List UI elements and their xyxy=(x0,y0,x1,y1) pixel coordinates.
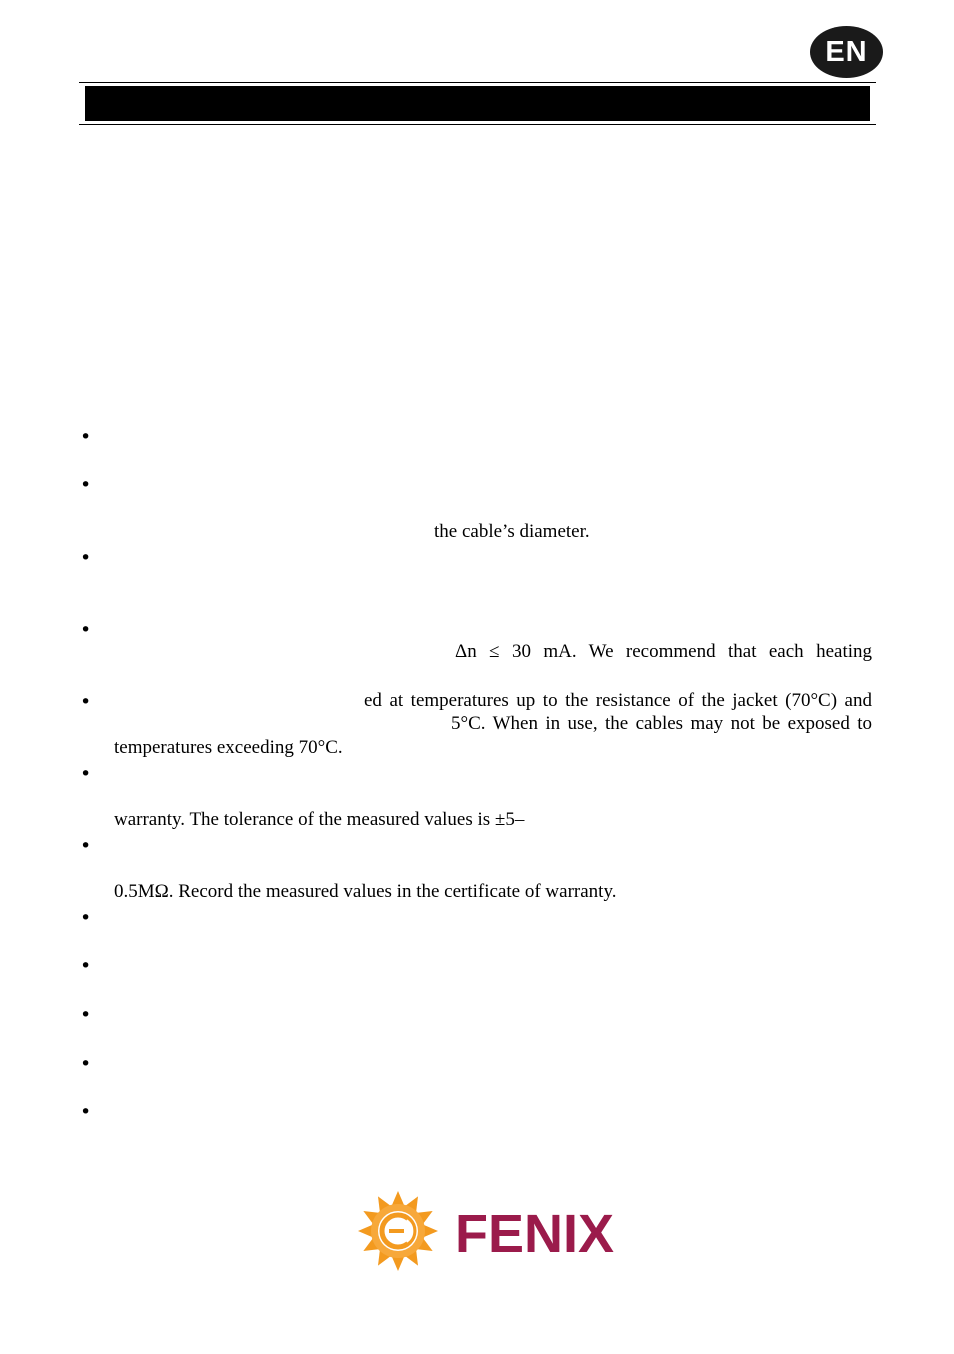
bullet-6: • xyxy=(80,763,92,785)
bullet-5: • xyxy=(80,691,92,713)
bullet-7: • xyxy=(80,835,92,857)
bullet-4: • xyxy=(80,619,92,641)
bullet-8: • xyxy=(80,907,92,929)
header-rule-bottom xyxy=(79,124,876,125)
bullet-3: • xyxy=(80,547,92,569)
header-rule-top xyxy=(79,82,876,83)
text-temperature-line-2: 5°C. When in use, the cables may not be exposed to xyxy=(451,713,872,734)
sun-icon xyxy=(358,1191,438,1271)
text-tolerance: warranty. The tolerance of the measured values is ±5– xyxy=(114,809,525,830)
bullet-1: • xyxy=(80,426,92,448)
fenix-logo xyxy=(358,1190,618,1272)
text-cable-diameter: the cable’s diameter. xyxy=(434,521,590,542)
text-temperature-line-3: temperatures exceeding 70°C. xyxy=(114,737,343,758)
title-bar xyxy=(85,86,870,121)
bullet-11: • xyxy=(80,1053,92,1075)
text-temperature-line-1: ed at temperatures up to the resistance of the jacket (70°C) and xyxy=(364,690,872,711)
bullet-10: • xyxy=(80,1004,92,1026)
bullet-9: • xyxy=(80,955,92,977)
text-insulation: 0.5MΩ. Record the measured values in the certificate of warranty. xyxy=(114,881,617,902)
bullet-12: • xyxy=(80,1101,92,1123)
bullet-2: • xyxy=(80,474,92,496)
language-badge: EN xyxy=(810,26,883,78)
fenix-logo-text: FENIX xyxy=(455,1204,615,1264)
text-rcd-recommendation: Δn ≤ 30 mA. We recommend that each heating xyxy=(455,641,872,662)
